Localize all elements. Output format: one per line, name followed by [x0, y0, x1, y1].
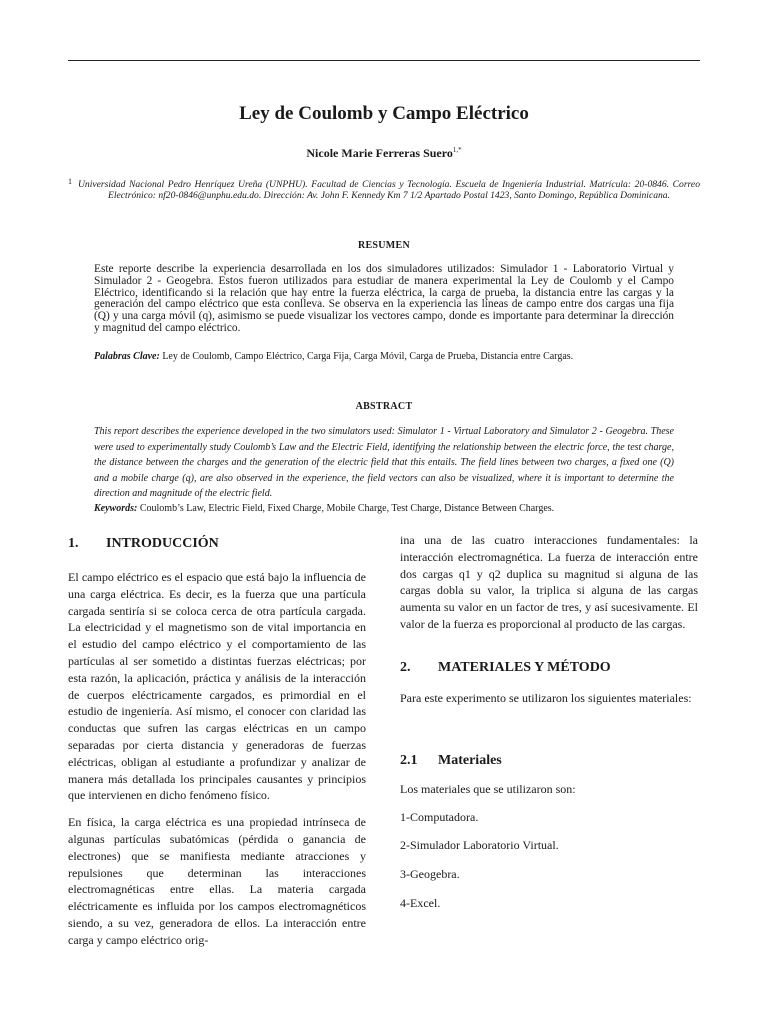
abstract-heading: ABSTRACT	[355, 401, 413, 412]
intro-paragraph-1: El campo eléctrico es el espacio que está bajo la influencia de una carga eléctrica. Es decir, es la fuerza que una partícula cargada sentiría si se coloca cerca de otra partícula cargada. La electricidad y el magnetismo son de vital importancia en el estudio del campo eléctrico y el comportamiento de las partículas al ser sometido a distintas fuerzas eléctricas; por esta razón, la aplicación, práctica y análisis de la interacción de cuerpos eléctricamente cargados, es primordial en el estudio de ingeniería. Así mismo, el conocer con claridad las conductas que sufren las cargas eléctricas en un campo separadas por cierta distancia y generadoras de fuerzas eléctricas, obligan al estudiante a profundizar y analizar de manera más detallada los principales causantes y principios que intervienen en dicho fenómeno físico.	[68, 570, 366, 803]
subsection-2-1-title: Materiales	[438, 753, 502, 768]
subsection-2-1-heading	[400, 753, 502, 769]
resumen-heading: RESUMEN	[357, 240, 411, 251]
list-item: 2-Simulador Laboratorio Virtual.	[400, 838, 559, 852]
affiliation-line-1: Universidad Nacional Pedro Henríquez Ureña (UNPHU). Facultad de Ciencias y Tecnología. Escuela de Ingeniería Industrial. Matrícula: 20-0846. Correo	[78, 179, 700, 190]
resumen-keywords	[94, 351, 674, 363]
affiliation-number: 1	[68, 177, 72, 186]
abstract-keywords-label: Keywords:	[94, 503, 138, 514]
section-2-title: MATERIALES Y MÉTODO	[438, 660, 611, 675]
right-column-continuation	[400, 532, 698, 633]
resumen-keywords-label: Palabras Clave:	[94, 351, 160, 362]
left-column	[68, 569, 366, 949]
intro-paragraph-2: En física, la carga eléctrica es una propiedad intrínseca de algunas partículas subatómicas (pérdida o ganancia de electrones) que se manifiesta mediante atracciones y repulsiones que determinan las interacciones electromagnéticas entre ellas. La materia cargada eléctricamente es influida por los campos electromagnéticos siendo, a su vez, generadora de ellos. La interacción entre carga y campo eléctrico orig-	[68, 815, 366, 947]
section-1-heading	[68, 536, 219, 552]
subsection-2-1-number: 2.1	[400, 753, 418, 768]
affiliation-line-2: Electrónico: nf20-0846@unphu.edu.do. Dirección: Av. John F. Kennedy Km 7 1/2 Apartado Postal 1423, Santo Domingo, República Dominicana.	[108, 190, 670, 201]
author-name: Nicole Marie Ferreras Suero	[306, 146, 453, 160]
materials-list-intro: Los materiales que se utilizaron son:	[400, 782, 576, 796]
section-1-number: 1.	[68, 536, 79, 551]
resumen-keywords-text: Ley de Coulomb, Campo Eléctrico, Carga Fija, Carga Móvil, Carga de Prueba, Distancia entre Cargas.	[162, 351, 574, 362]
section-2-heading	[400, 660, 611, 676]
paper-title: Ley de Coulomb y Campo Eléctrico	[239, 103, 529, 124]
abstract-keywords	[94, 503, 674, 515]
abstract-text: This report describes the experience developed in the two simulators used: Simulator 1 - Virtual Laboratory and Simulator 2 - Geogebra. These were used to experimentally study Coulomb’s Law and the Electric Field, identifying the relationship between the electric force, the test charge, the distance between the charges and the generation of the electric field that this entails. The field lines between two charges, a fixed one (Q) and a mobile charge (q), are also observed in the experience, the field vectors can also be visualized, where it is important to determine the direction and magnitude of the electric field.	[94, 426, 674, 500]
author-line	[0, 146, 768, 161]
author-superscript: 1,*	[452, 146, 462, 154]
list-item: 1-Computadora.	[400, 810, 479, 824]
affiliation	[68, 179, 700, 201]
top-rule	[68, 60, 700, 61]
resumen-text: Este reporte describe la experiencia desarrollada en los dos simuladores utilizados: Simulador 1 - Laboratorio Virtual y Simulador 2 - Geogebra. Estos fueron utilizados para estudiar de manera experimental la Ley de Coulomb y el Campo Eléctrico, identificando si la relación que hay entre la fuerza eléctrica, la carga de prueba, la distancia entre las cargas y la generación del campo eléctrico que esta conlleva. Se observa en la experiencia las líneas de campo entre dos cargas una fija (Q) y una carga móvil (q), asimismo se puede visualizar los vectores campo, donde es importante para determinar la dirección y magnitud del campo eléctrico.	[94, 263, 674, 334]
section-2-number: 2.	[400, 660, 411, 675]
list-item: 4-Excel.	[400, 896, 441, 910]
section-1-title: INTRODUCCIÓN	[106, 536, 219, 551]
intro-paragraph-continued: ina una de las cuatro interacciones fundamentales: la interacción electromagnética. La fuerza de interacción entre dos cargas q1 y q2 duplica su magnitud si alguna de las cargas dobla su valor, la triplica si alguna de las cargas aumenta su valor en un factor de tres, y así sucesivamente. El valor de la fuerza es proporcional al producto de las cargas.	[400, 533, 698, 631]
abstract-keywords-text: Coulomb’s Law, Electric Field, Fixed Charge, Mobile Charge, Test Charge, Distance Between Charges.	[139, 503, 555, 514]
materials-intro: Para este experimento se utilizaron los siguientes materiales:	[400, 691, 692, 705]
list-item: 3-Geogebra.	[400, 867, 460, 881]
